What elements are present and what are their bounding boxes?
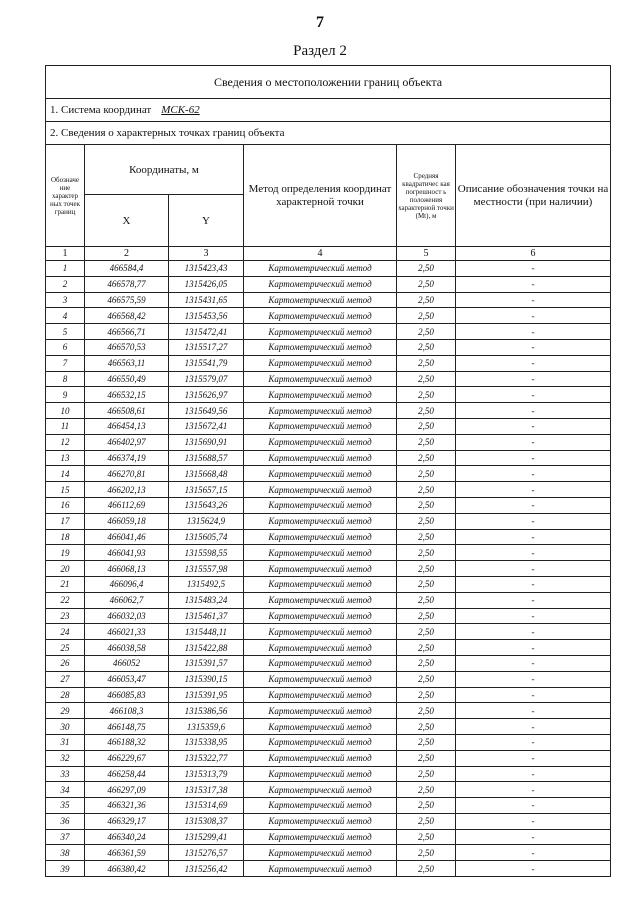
x-coordinate-cell: 466329,17	[85, 813, 169, 829]
description-cell: -	[456, 608, 611, 624]
description-cell: -	[456, 418, 611, 434]
point-number-cell: 7	[46, 355, 85, 371]
method-cell: Картометрический метод	[244, 403, 397, 419]
description-cell: -	[456, 813, 611, 829]
column-number-row	[46, 247, 611, 261]
table-row	[46, 782, 611, 798]
accuracy-cell: 2,50	[397, 529, 456, 545]
method-cell: Картометрический метод	[244, 418, 397, 434]
y-coordinate-cell: 1315672,41	[169, 418, 244, 434]
accuracy-cell: 2,50	[397, 324, 456, 340]
x-coordinate-cell: 466258,44	[85, 766, 169, 782]
method-cell: Картометрический метод	[244, 482, 397, 498]
x-coordinate-cell: 466532,15	[85, 387, 169, 403]
y-coordinate-cell: 1315624,9	[169, 513, 244, 529]
accuracy-cell: 2,50	[397, 276, 456, 292]
description-cell: -	[456, 592, 611, 608]
page-number: 7	[316, 14, 324, 31]
x-coordinate-cell: 466085,83	[85, 687, 169, 703]
y-coordinate-cell: 1315557,98	[169, 561, 244, 577]
point-number-cell: 22	[46, 592, 85, 608]
description-cell: -	[456, 324, 611, 340]
accuracy-cell: 2,50	[397, 545, 456, 561]
table-row	[46, 766, 611, 782]
y-coordinate-cell: 1315359,6	[169, 719, 244, 735]
table-row	[46, 466, 611, 482]
x-coordinate-cell: 466041,46	[85, 529, 169, 545]
accuracy-cell: 2,50	[397, 608, 456, 624]
point-number-cell: 1	[46, 261, 85, 277]
method-cell: Картометрический метод	[244, 450, 397, 466]
point-number-cell: 28	[46, 687, 85, 703]
method-cell: Картометрический метод	[244, 734, 397, 750]
point-number-cell: 19	[46, 545, 85, 561]
x-coordinate-cell: 466041,93	[85, 545, 169, 561]
table-row	[46, 655, 611, 671]
point-number-cell: 29	[46, 703, 85, 719]
description-cell: -	[456, 766, 611, 782]
accuracy-cell: 2,50	[397, 640, 456, 656]
point-number-cell: 8	[46, 371, 85, 387]
table-row	[46, 403, 611, 419]
table-row	[46, 624, 611, 640]
method-cell: Картометрический метод	[244, 655, 397, 671]
accuracy-cell: 2,50	[397, 782, 456, 798]
table-row	[46, 387, 611, 403]
table-row	[46, 734, 611, 750]
table-row	[46, 687, 611, 703]
method-cell: Картометрический метод	[244, 434, 397, 450]
accuracy-cell: 2,50	[397, 403, 456, 419]
accuracy-cell: 2,50	[397, 576, 456, 592]
point-number-cell: 26	[46, 655, 85, 671]
x-coordinate-cell: 466059,18	[85, 513, 169, 529]
table-row	[46, 513, 611, 529]
header-y: Y	[169, 195, 244, 247]
x-coordinate-cell: 466454,13	[85, 418, 169, 434]
method-cell: Картометрический метод	[244, 798, 397, 814]
accuracy-cell: 2,50	[397, 813, 456, 829]
y-coordinate-cell: 1315338,95	[169, 734, 244, 750]
y-coordinate-cell: 1315626,97	[169, 387, 244, 403]
x-coordinate-cell: 466068,13	[85, 561, 169, 577]
y-coordinate-cell: 1315423,43	[169, 261, 244, 277]
y-coordinate-cell: 1315390,15	[169, 671, 244, 687]
point-number-cell: 20	[46, 561, 85, 577]
x-coordinate-cell: 466053,47	[85, 671, 169, 687]
header-accuracy: Средняя квадратичес кая погрешност ь положения характерной точки (Mt), м	[397, 145, 456, 247]
table-row	[46, 671, 611, 687]
y-coordinate-cell: 1315322,77	[169, 750, 244, 766]
description-cell: -	[456, 276, 611, 292]
header-point-designation: Обозначе ние характер ных точек границ	[46, 145, 85, 247]
table-row	[46, 592, 611, 608]
x-coordinate-cell: 466321,36	[85, 798, 169, 814]
point-number-cell: 3	[46, 292, 85, 308]
description-cell: -	[456, 655, 611, 671]
x-coordinate-cell: 466202,13	[85, 482, 169, 498]
table-row	[46, 292, 611, 308]
method-cell: Картометрический метод	[244, 355, 397, 371]
description-cell: -	[456, 387, 611, 403]
coordinate-system-label: 1. Система координат	[50, 104, 152, 116]
accuracy-cell: 2,50	[397, 766, 456, 782]
description-cell: -	[456, 719, 611, 735]
accuracy-cell: 2,50	[397, 387, 456, 403]
description-cell: -	[456, 782, 611, 798]
method-cell: Картометрический метод	[244, 782, 397, 798]
description-cell: -	[456, 576, 611, 592]
y-coordinate-cell: 1315483,24	[169, 592, 244, 608]
table-row	[46, 355, 611, 371]
description-cell: -	[456, 545, 611, 561]
table-row	[46, 339, 611, 355]
point-number-cell: 34	[46, 782, 85, 798]
accuracy-cell: 2,50	[397, 308, 456, 324]
y-coordinate-cell: 1315299,41	[169, 829, 244, 845]
x-coordinate-cell: 466584,4	[85, 261, 169, 277]
description-cell: -	[456, 624, 611, 640]
point-number-cell: 14	[46, 466, 85, 482]
coordinate-system-value: МСК-62	[161, 104, 200, 116]
x-coordinate-cell: 466508,61	[85, 403, 169, 419]
y-coordinate-cell: 1315541,79	[169, 355, 244, 371]
x-coordinate-cell: 466402,97	[85, 434, 169, 450]
description-cell: -	[456, 466, 611, 482]
accuracy-cell: 2,50	[397, 482, 456, 498]
point-number-cell: 21	[46, 576, 85, 592]
y-coordinate-cell: 1315453,56	[169, 308, 244, 324]
table-row	[46, 434, 611, 450]
table-row	[46, 750, 611, 766]
method-cell: Картометрический метод	[244, 687, 397, 703]
x-coordinate-cell: 466566,71	[85, 324, 169, 340]
description-cell: -	[456, 529, 611, 545]
header-description: Описание обозначения точки на местности (при наличии)	[456, 145, 611, 247]
x-coordinate-cell: 466568,42	[85, 308, 169, 324]
method-cell: Картометрический метод	[244, 497, 397, 513]
description-cell: -	[456, 261, 611, 277]
description-cell: -	[456, 434, 611, 450]
y-coordinate-cell: 1315605,74	[169, 529, 244, 545]
method-cell: Картометрический метод	[244, 845, 397, 861]
method-cell: Картометрический метод	[244, 703, 397, 719]
section-title: Раздел 2	[293, 43, 347, 59]
y-coordinate-cell: 1315492,5	[169, 576, 244, 592]
table-row	[46, 561, 611, 577]
x-coordinate-cell: 466038,58	[85, 640, 169, 656]
method-cell: Картометрический метод	[244, 861, 397, 877]
point-number-cell: 16	[46, 497, 85, 513]
y-coordinate-cell: 1315517,27	[169, 339, 244, 355]
y-coordinate-cell: 1315657,15	[169, 482, 244, 498]
y-coordinate-cell: 1315426,05	[169, 276, 244, 292]
point-number-cell: 31	[46, 734, 85, 750]
column-number: 3	[169, 247, 244, 261]
description-cell: -	[456, 798, 611, 814]
x-coordinate-cell: 466340,24	[85, 829, 169, 845]
y-coordinate-cell: 1315431,65	[169, 292, 244, 308]
x-coordinate-cell: 466108,3	[85, 703, 169, 719]
y-coordinate-cell: 1315643,26	[169, 497, 244, 513]
accuracy-cell: 2,50	[397, 561, 456, 577]
points-heading: 2. Сведения о характерных точках границ объекта	[46, 122, 611, 145]
method-cell: Картометрический метод	[244, 829, 397, 845]
description-cell: -	[456, 829, 611, 845]
point-number-cell: 33	[46, 766, 85, 782]
accuracy-cell: 2,50	[397, 829, 456, 845]
x-coordinate-cell: 466575,59	[85, 292, 169, 308]
y-coordinate-cell: 1315386,56	[169, 703, 244, 719]
method-cell: Картометрический метод	[244, 529, 397, 545]
point-number-cell: 35	[46, 798, 85, 814]
y-coordinate-cell: 1315317,38	[169, 782, 244, 798]
description-cell: -	[456, 339, 611, 355]
table-row	[46, 719, 611, 735]
accuracy-cell: 2,50	[397, 861, 456, 877]
point-number-cell: 10	[46, 403, 85, 419]
x-coordinate-cell: 466112,69	[85, 497, 169, 513]
accuracy-cell: 2,50	[397, 734, 456, 750]
table-row	[46, 418, 611, 434]
y-coordinate-cell: 1315579,07	[169, 371, 244, 387]
x-coordinate-cell: 466032,03	[85, 608, 169, 624]
x-coordinate-cell: 466270,81	[85, 466, 169, 482]
x-coordinate-cell: 466229,67	[85, 750, 169, 766]
y-coordinate-cell: 1315472,41	[169, 324, 244, 340]
table-row	[46, 798, 611, 814]
table-row	[46, 845, 611, 861]
description-cell: -	[456, 308, 611, 324]
y-coordinate-cell: 1315422,88	[169, 640, 244, 656]
method-cell: Картометрический метод	[244, 466, 397, 482]
y-coordinate-cell: 1315690,91	[169, 434, 244, 450]
table-row	[46, 324, 611, 340]
method-cell: Картометрический метод	[244, 324, 397, 340]
accuracy-cell: 2,50	[397, 624, 456, 640]
accuracy-cell: 2,50	[397, 497, 456, 513]
point-number-cell: 32	[46, 750, 85, 766]
accuracy-cell: 2,50	[397, 339, 456, 355]
y-coordinate-cell: 1315461,37	[169, 608, 244, 624]
description-cell: -	[456, 355, 611, 371]
point-number-cell: 4	[46, 308, 85, 324]
y-coordinate-cell: 1315256,42	[169, 861, 244, 877]
point-number-cell: 9	[46, 387, 85, 403]
method-cell: Картометрический метод	[244, 308, 397, 324]
table-row	[46, 545, 611, 561]
x-coordinate-cell: 466550,49	[85, 371, 169, 387]
point-number-cell: 30	[46, 719, 85, 735]
x-coordinate-cell: 466052	[85, 655, 169, 671]
table-row	[46, 608, 611, 624]
accuracy-cell: 2,50	[397, 355, 456, 371]
method-cell: Картометрический метод	[244, 719, 397, 735]
description-cell: -	[456, 561, 611, 577]
method-cell: Картометрический метод	[244, 276, 397, 292]
x-coordinate-cell: 466361,59	[85, 845, 169, 861]
description-cell: -	[456, 497, 611, 513]
method-cell: Картометрический метод	[244, 671, 397, 687]
table-row	[46, 861, 611, 877]
accuracy-cell: 2,50	[397, 371, 456, 387]
table-row	[46, 308, 611, 324]
column-number: 2	[85, 247, 169, 261]
accuracy-cell: 2,50	[397, 292, 456, 308]
table-row	[46, 829, 611, 845]
description-cell: -	[456, 845, 611, 861]
point-number-cell: 5	[46, 324, 85, 340]
accuracy-cell: 2,50	[397, 513, 456, 529]
point-number-cell: 18	[46, 529, 85, 545]
y-coordinate-cell: 1315448,11	[169, 624, 244, 640]
column-number: 6	[456, 247, 611, 261]
point-number-cell: 12	[46, 434, 85, 450]
method-cell: Картометрический метод	[244, 813, 397, 829]
description-cell: -	[456, 292, 611, 308]
description-cell: -	[456, 687, 611, 703]
accuracy-cell: 2,50	[397, 434, 456, 450]
table-row	[46, 640, 611, 656]
y-coordinate-cell: 1315276,57	[169, 845, 244, 861]
x-coordinate-cell: 466188,32	[85, 734, 169, 750]
description-cell: -	[456, 750, 611, 766]
description-cell: -	[456, 482, 611, 498]
table-body	[46, 66, 611, 877]
accuracy-cell: 2,50	[397, 655, 456, 671]
method-cell: Картометрический метод	[244, 261, 397, 277]
table-row	[46, 371, 611, 387]
method-cell: Картометрический метод	[244, 513, 397, 529]
x-coordinate-cell: 466096,4	[85, 576, 169, 592]
y-coordinate-cell: 1315308,37	[169, 813, 244, 829]
header-coordinates: Координаты, м	[85, 145, 244, 195]
x-coordinate-cell: 466374,19	[85, 450, 169, 466]
column-number: 1	[46, 247, 85, 261]
y-coordinate-cell: 1315649,56	[169, 403, 244, 419]
point-number-cell: 11	[46, 418, 85, 434]
method-cell: Картометрический метод	[244, 339, 397, 355]
header-x: X	[85, 195, 169, 247]
description-cell: -	[456, 703, 611, 719]
x-coordinate-cell: 466148,75	[85, 719, 169, 735]
x-coordinate-cell: 466062,7	[85, 592, 169, 608]
accuracy-cell: 2,50	[397, 418, 456, 434]
accuracy-cell: 2,50	[397, 798, 456, 814]
method-cell: Картометрический метод	[244, 387, 397, 403]
point-number-cell: 17	[46, 513, 85, 529]
column-number: 5	[397, 247, 456, 261]
method-cell: Картометрический метод	[244, 766, 397, 782]
accuracy-cell: 2,50	[397, 671, 456, 687]
point-number-cell: 25	[46, 640, 85, 656]
point-number-cell: 15	[46, 482, 85, 498]
point-number-cell: 36	[46, 813, 85, 829]
description-cell: -	[456, 403, 611, 419]
method-cell: Картометрический метод	[244, 640, 397, 656]
method-cell: Картометрический метод	[244, 592, 397, 608]
column-number: 4	[244, 247, 397, 261]
point-number-cell: 6	[46, 339, 85, 355]
table-row	[46, 576, 611, 592]
table-row	[46, 276, 611, 292]
y-coordinate-cell: 1315313,79	[169, 766, 244, 782]
description-cell: -	[456, 861, 611, 877]
accuracy-cell: 2,50	[397, 687, 456, 703]
point-number-cell: 37	[46, 829, 85, 845]
table-row	[46, 703, 611, 719]
accuracy-cell: 2,50	[397, 719, 456, 735]
y-coordinate-cell: 1315314,69	[169, 798, 244, 814]
y-coordinate-cell: 1315688,57	[169, 450, 244, 466]
description-cell: -	[456, 671, 611, 687]
accuracy-cell: 2,50	[397, 845, 456, 861]
method-cell: Картометрический метод	[244, 750, 397, 766]
method-cell: Картометрический метод	[244, 608, 397, 624]
point-number-cell: 24	[46, 624, 85, 640]
x-coordinate-cell: 466578,77	[85, 276, 169, 292]
coordinate-system-row	[46, 99, 611, 122]
method-cell: Картометрический метод	[244, 561, 397, 577]
boundary-table	[45, 65, 611, 877]
header-method: Метод определения координат характерной точки	[244, 145, 397, 247]
description-cell: -	[456, 450, 611, 466]
table-row	[46, 450, 611, 466]
point-number-cell: 23	[46, 608, 85, 624]
method-cell: Картометрический метод	[244, 292, 397, 308]
x-coordinate-cell: 466021,33	[85, 624, 169, 640]
x-coordinate-cell: 466563,11	[85, 355, 169, 371]
point-number-cell: 39	[46, 861, 85, 877]
x-coordinate-cell: 466380,42	[85, 861, 169, 877]
point-number-cell: 38	[46, 845, 85, 861]
description-cell: -	[456, 734, 611, 750]
y-coordinate-cell: 1315391,95	[169, 687, 244, 703]
description-cell: -	[456, 371, 611, 387]
table-row	[46, 261, 611, 277]
accuracy-cell: 2,50	[397, 750, 456, 766]
x-coordinate-cell: 466297,09	[85, 782, 169, 798]
y-coordinate-cell: 1315668,48	[169, 466, 244, 482]
description-cell: -	[456, 640, 611, 656]
point-number-cell: 27	[46, 671, 85, 687]
accuracy-cell: 2,50	[397, 592, 456, 608]
accuracy-cell: 2,50	[397, 450, 456, 466]
method-cell: Картометрический метод	[244, 624, 397, 640]
x-coordinate-cell: 466570,53	[85, 339, 169, 355]
y-coordinate-cell: 1315391,57	[169, 655, 244, 671]
method-cell: Картометрический метод	[244, 545, 397, 561]
table-row	[46, 529, 611, 545]
method-cell: Картометрический метод	[244, 576, 397, 592]
accuracy-cell: 2,50	[397, 466, 456, 482]
table-row	[46, 482, 611, 498]
accuracy-cell: 2,50	[397, 261, 456, 277]
accuracy-cell: 2,50	[397, 703, 456, 719]
description-cell: -	[456, 513, 611, 529]
table-caption: Сведения о местоположении границ объекта	[46, 66, 611, 99]
method-cell: Картометрический метод	[244, 371, 397, 387]
y-coordinate-cell: 1315598,55	[169, 545, 244, 561]
point-number-cell: 2	[46, 276, 85, 292]
table-row	[46, 813, 611, 829]
point-number-cell: 13	[46, 450, 85, 466]
table-row	[46, 497, 611, 513]
